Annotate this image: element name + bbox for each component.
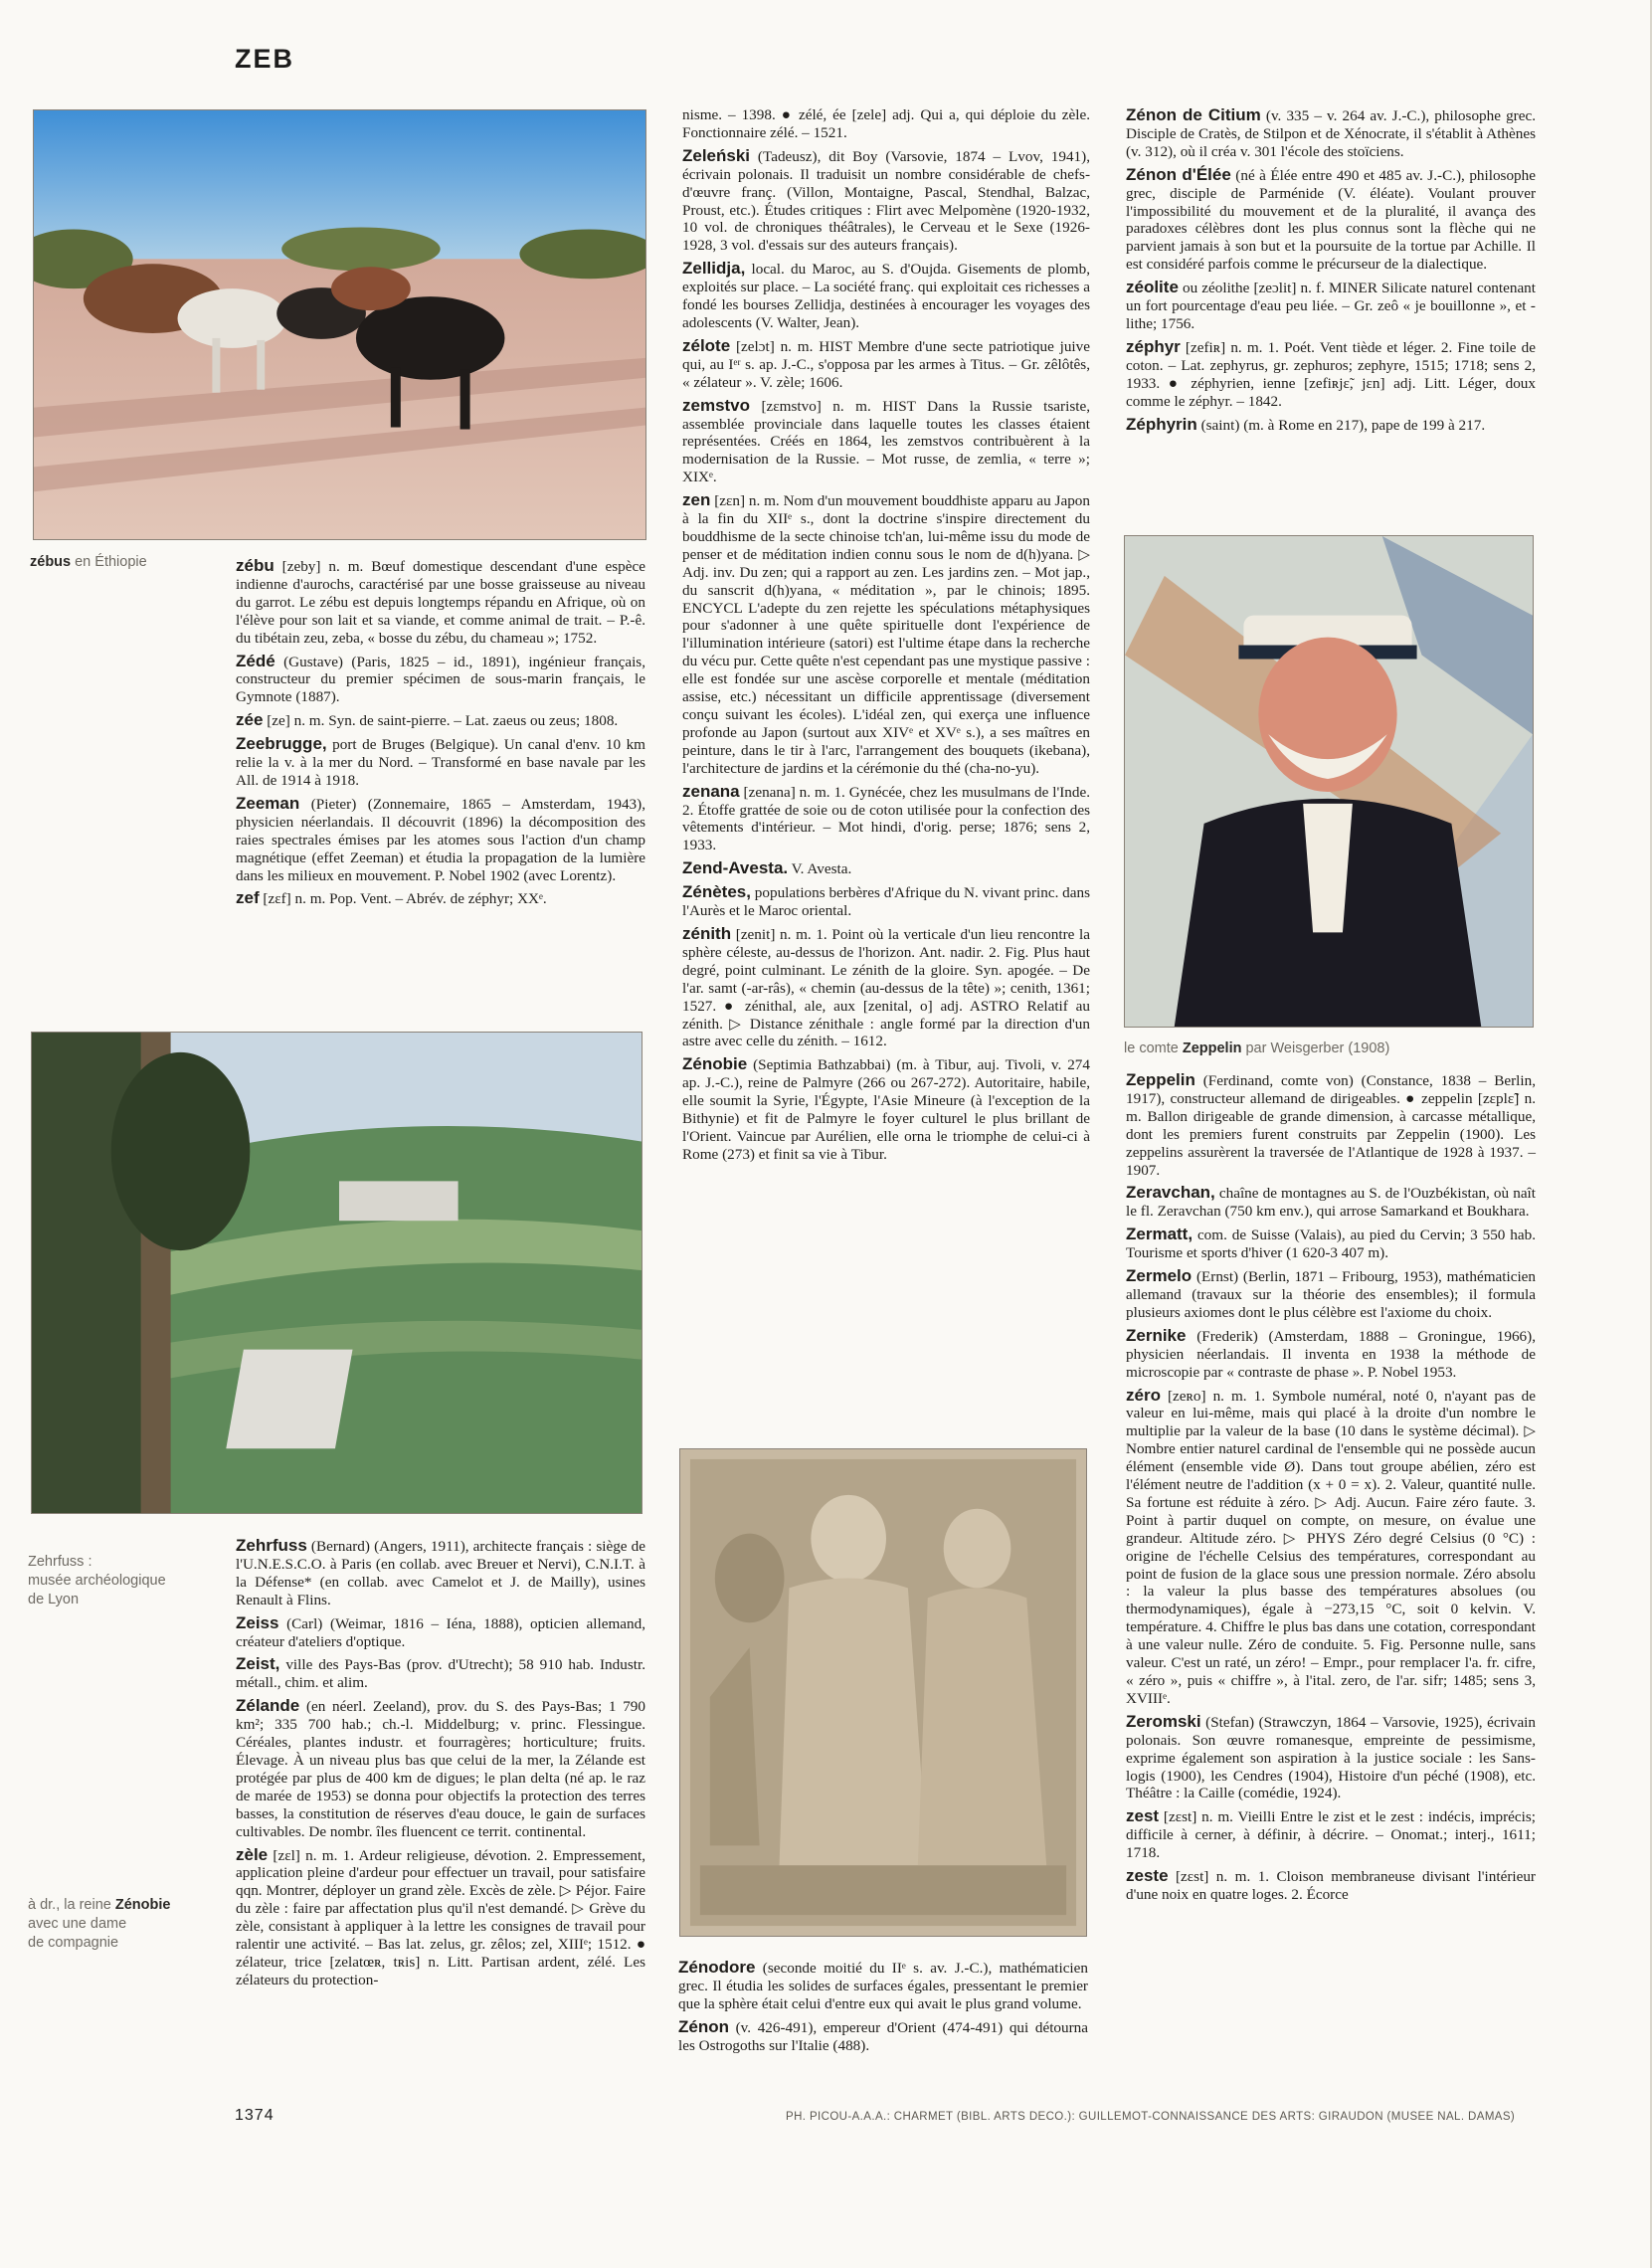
column-2-bottom bbox=[678, 1959, 1088, 2060]
entry-zeist: Zeist, ville des Pays-Bas (prov. d'Utrecht); 58 910 hab. Industr. métall., chim. et alim. bbox=[236, 1654, 645, 1692]
entry-zelenski: Zeleński (Tadeusz), dit Boy (Varsovie, 1874 – Lvov, 1941), écrivain polonais. Il traduisit un nombre considérable de chefs-d'œuvre franç. (Villon, Montaigne, Pascal, Stendhal, Balzac, Proust, etc.). Études critiques : Flirt avec Melpomène (1920-1932, 10 vol. de chroniques théâtrales), le Cerveau et le Sexe (1926-1928, 3 vol. d'essais sur des auteurs français). bbox=[682, 145, 1090, 255]
entry-zermatt: Zermatt, com. de Suisse (Valais), au pied du Cervin; 3 550 hab. Tourisme et sports d'hiver (1 620-3 407 m). bbox=[1126, 1225, 1536, 1262]
zeppelin-painting-photo bbox=[1124, 535, 1534, 1028]
entry-zeppelin: Zeppelin (Ferdinand, comte von) (Constance, 1838 – Berlin, 1917), constructeur allemand de dirigeables. ● zeppelin [zɛplɛ̃] n. m. Ballon dirigeable de grande dimension, à carcasse métallique, dont les premiers furent construits par Zeppelin (1900). Les zeppelins assurèrent la traversée de l'Atlantique de 1928 à 1937. – 1907. bbox=[1126, 1070, 1536, 1179]
entry-zemstvo: zemstvo [zɛmstvo] n. m. HIST Dans la Russie tsariste, assemblée provinciale dans laquelle toutes les classes étaient représentées. Créés en 1864, les zemstvos contribuèrent à la modernisation de la Russie. – Mot russe, de zemlia, « terre »; XIXᵉ. bbox=[682, 395, 1090, 486]
page-number: 1374 bbox=[235, 2107, 275, 2124]
column-3-top bbox=[1126, 106, 1536, 439]
entry-zellidja: Zellidja, local. du Maroc, au S. d'Oujda. Gisements de plomb, exploités sur place. – La société franç. qui exploitait ces richesses a fondé les bourses Zellidja, destinées à encourager les voyages des adolescents (V. Walter, Jean). bbox=[682, 259, 1090, 331]
entry-zenana: zenana [zenana] n. m. 1. Gynécée, chez les musulmans de l'Inde. 2. Étoffe grattée de soie ou de coton utilisée pour la confection des vêtements d'intérieur. – Mot hindi, d'orig. perse; 1876; sens 2, 1933. bbox=[682, 781, 1090, 854]
running-head: ZEB bbox=[235, 44, 294, 74]
entry-zenobie: Zénobie (Septimia Bathzabbai) (m. à Tibur, auj. Tivoli, v. 274 ap. J.-C.), reine de Palmyre (266 ou 267-272). Autoritaire, habile, elle soumit la Syrie, l'Égypte, l'Asie Mineure (à l'exception de la Bithynie) et fit de Palmyre le foyer culturel le plus brillant de l'Orient. Vaincue par Aurélien, elle orna le triomphe de celui-ci à Rome (273) et finit sa vie à Tibur. bbox=[682, 1054, 1090, 1163]
entry-zenon-de-citium: Zénon de Citium (v. 335 – v. 264 av. J.-C.), philosophe grec. Disciple de Cratès, de Stilpon et de Xénocrate, il s'établit à Athènes (v. 312), où il créa v. 301 l'école des stoïciens. bbox=[1126, 105, 1536, 160]
entry-zeromski: Zeromski (Stefan) (Strawczyn, 1864 – Varsovie, 1925), écrivain polonais. Son œuvre romanesque, empreinte de pessimisme, exprime également son aspiration à la justice sociale : les Sans-logis (1900), les Cendres (1904), Histoire d'un péché (1908), etc. Théâtre : la Caille (comédie, 1924). bbox=[1126, 1711, 1536, 1802]
entry-zeste: zeste [zɛst] n. m. 1. Cloison membraneuse divisant l'intérieur d'une noix en quatre loges. 2. Écorce bbox=[1126, 1866, 1536, 1903]
entry-zeravchan: Zeravchan, chaîne de montagnes au S. de l'Ouzbékistan, où naît le fl. Zeravchan (750 km env.), qui arrose Samarkand et Boukhara. bbox=[1126, 1183, 1536, 1221]
zehrfuss-museum-photo bbox=[31, 1032, 642, 1514]
entry-zephyr: zéphyr [zefiʀ] n. m. 1. Poét. Vent tiède et léger. 2. Fine toile de coton. – Lat. zephyrus, gr. zephuros; zephyre, 1515; 1718; sens 2, 1933. ● zéphyrien, ienne [zefiʀjɛ̃, jɛn] adj. Litt. Léger, doux comme le zéphyr. – 1842. bbox=[1126, 336, 1536, 410]
column-2-top bbox=[682, 106, 1090, 1169]
column-1-top bbox=[236, 557, 645, 913]
entry-zenith: zénith [zenit] n. m. 1. Point où la verticale d'un lieu rencontre la sphère céleste, au-dessus de l'horizon. Ant. nadir. 2. Fig. Plus haut degré, point culminant. Le zénith de la gloire. Syn. apogée. – De l'ar. samt (-ar-râs), « chemin (au-dessus de la tête) »; cenith, 1361; 1527. ● zénithal, ale, aux [zenital, o] adj. ASTRO Relatif au zénith. ▷ Distance zénithale : angle formé par la direction d'un astre avec celle du zénith. – 1612. bbox=[682, 923, 1090, 1050]
entry-zenon-d-elee: Zénon d'Élée (né à Élée entre 490 et 485 av. J.-C.), philosophe grec, disciple de Parménide (V. éléate). Voulant prouver l'impossibilité du mouvement et de la pluralité, il avança des paradoxes célèbres dont les plus connus sont la flèche qui ne parvient jamais à son but et la poursuite de la tortue par Achille. Il est considéré parfois comme le précurseur de la dialectique. bbox=[1126, 164, 1536, 274]
entry-zelote: zélote [zelɔt] n. m. HIST Membre d'une secte patriotique juive qui, au Iᵉʳ s. ap. J.-C., s'opposa par les armes à Titus. – Gr. zêlôtês, « zélateur ». V. zèle; 1606. bbox=[682, 335, 1090, 391]
entry-zest: zest [zɛst] n. m. Vieilli Entre le zist et le zest : indécis, imprécis; difficile à cerner, à définir, à décrire. – Onomat.; interj., 1611; 1718. bbox=[1126, 1806, 1536, 1862]
entry-zeebrugge: Zeebrugge, port de Bruges (Belgique). Un canal d'env. 10 km relie la v. à la mer du Nord. – Transformé en base navale par les All. de 1914 à 1918. bbox=[236, 734, 645, 789]
entry-zermelo: Zermelo (Ernst) (Berlin, 1871 – Fribourg, 1953), mathématicien allemand (travaux sur la théorie des ensembles); il formula plusieurs axiomes dont le plus célèbre est l'axiome du choix. bbox=[1126, 1266, 1536, 1321]
zehrfuss-caption: Zehrfuss : musée archéologique de Lyon bbox=[28, 1554, 166, 1607]
museum-image bbox=[32, 1033, 642, 1513]
painting-image bbox=[1125, 536, 1533, 1027]
entry-zenon: Zénon (v. 426-491), empereur d'Orient (474-491) qui détourna les Ostrogoths sur l'Italie (488). bbox=[678, 2016, 1088, 2054]
entry-zenetes: Zénètes, populations berbères d'Afrique du N. vivant princ. dans l'Aurès et le Maroc oriental. bbox=[682, 882, 1090, 920]
zeppelin-caption: le comte Zeppelin par Weisgerber (1908) bbox=[1124, 1040, 1390, 1056]
entry-zele: zèle [zɛl] n. m. 1. Ardeur religieuse, dévotion. 2. Empressement, application pleine d'ardeur pour effectuer un travail, pour satisfaire qqn. Montrer, déployer un grand zèle. Excès de zèle. ▷ Péjor. Faire du zèle : faire par affectation plus qu'il n'est demandé. ▷ Grève du zèle, consistant à appliquer à la lettre les consignes de travail pour ralentir une activité. – Bas lat. zelus, gr. zêlos; zel, XIIIᵉ; 1512. ● zélateur, trice [zelatœʀ, tʀis] n. Litt. Partisan ardent, zélé. Les zélateurs du protection- bbox=[236, 1844, 645, 1988]
entry-zeolite: zéolite ou zéolithe [zeɔlit] n. f. MINER Silicate naturel contenant un fort pourcentage d'eau peu liée. – Gr. zeô « je bouillonne », et -lithe; 1756. bbox=[1126, 278, 1536, 332]
entry-zeeman: Zeeman (Pieter) (Zonnemaire, 1865 – Amsterdam, 1943), physicien néerlandais. Il découvrit (1896) la décomposition des raies spectrales émises par les atomes sous l'action d'un champ magnétique (effet Zeeman) et étudia la propagation de la lumière dans les milieux en mouvement. P. Nobel 1902 (avec Lorentz). bbox=[236, 793, 645, 884]
relief-image bbox=[680, 1449, 1086, 1936]
entry-zef: zef [zɛf] n. m. Pop. Vent. – Abrév. de zéphyr; XXᵉ. bbox=[236, 888, 547, 908]
entry-zede: Zédé (Gustave) (Paris, 1825 – id., 1891), ingénieur français, constructeur du premier spécimen de sous-marin français, le Gymnote (1887). bbox=[236, 651, 645, 706]
entry-zee: zée [ze] n. m. Syn. de saint-pierre. – Lat. zaeus ou zeus; 1808. bbox=[236, 710, 619, 730]
entry-zernike: Zernike (Frederik) (Amsterdam, 1888 – Groningue, 1966), physicien néerlandais. Il inventa en 1938 la méthode de microscopie par « contraste de phase ». P. Nobel 1953. bbox=[1126, 1325, 1536, 1381]
zenobie-caption: à dr., la reine Zénobie avec une dame de compagnie bbox=[28, 1897, 171, 1951]
photo-credits: PH. PICOU-A.A.A.: CHARMET (BIBL. ARTS DECO.): GUILLEMOT-CONNAISSANCE DES ARTS: GIRAUDON (MUSEE NAL. DAMAS) bbox=[786, 2111, 1516, 2123]
zebus-image bbox=[34, 110, 645, 539]
entry-zebu: zébu [zeby] n. m. Bœuf domestique descendant d'une espèce indienne d'aurochs, caractérisé par une bosse graisseuse au niveau du garrot. Le zébu est depuis longtemps répandu en Afrique, où on l'élève pour son lait et sa viande, et comme animal de trait. – P.-ê. du tibétain zeu, zeba, « bosse du zébu, du chameau »; 1752. bbox=[236, 556, 645, 647]
column-3-bottom bbox=[1126, 1071, 1536, 1909]
zenobie-relief-photo bbox=[679, 1448, 1087, 1937]
entry-zelande: Zélande (en néerl. Zeeland), prov. du S. des Pays-Bas; 1 790 km²; 335 700 hab.; ch.-l. Middelburg; v. princ. Flessingue. Céréales, plantes industr. et fourragères; horticulture; fruits. Élevage. À un niveau plus bas que celui de la mer, la Zélande est protégée par plus de 400 km de digues; le plan delta (né ap. le raz de marée de 1953) se donna pour objectifs la protection des terres basses, la constitution de réserves d'eau douce, le gain de surfaces cultivables. De nombr. îles fluencent ce territ. continental. bbox=[236, 1696, 645, 1840]
column-1-bottom bbox=[236, 1537, 645, 1994]
entry-zephyrin: Zéphyrin (saint) (m. à Rome en 217), pape de 199 à 217. bbox=[1126, 414, 1486, 434]
zebus-photo bbox=[33, 109, 646, 540]
entry-zend-avesta: Zend-Avesta. V. Avesta. bbox=[682, 858, 852, 878]
entry-zeiss: Zeiss (Carl) (Weimar, 1816 – Iéna, 1888), opticien allemand, créateur d'ateliers d'optique. bbox=[236, 1612, 645, 1650]
entry-zehrfuss: Zehrfuss (Bernard) (Angers, 1911), architecte français : siège de l'U.N.E.S.C.O. à Paris (en collab. avec Breuer et Nervi), C.N.I.T. à la Défense* (en collab. avec Camelot et J. de Mailly), usines Renault à Flins. bbox=[236, 1536, 645, 1608]
zebus-caption: zébus en Éthiopie bbox=[30, 554, 147, 570]
entry-zero: zéro [zeʀo] n. m. 1. Symbole numéral, noté 0, n'ayant pas de valeur en lui-même, mais qui placé à la droite d'un nombre le multiplie par la valeur de la base (10 dans le système décimal). ▷ Nombre entier naturel cardinal de l'ensemble qui ne possède aucun élément (ensemble vide Ø). Dans tout groupe abélien, zéro est l'élément neutre de l'addition (x + 0 = x). 2. Valeur, quantité nulle. Sa fortune est réduite à zéro. ▷ Adj. Aucun. Faire zéro faute. 3. Point à partir duquel on compte, on mesure, on évalue une grandeur. Altitude zéro. ▷ PHYS Zéro degré Celsius (0 °C) : origine de l'échelle Celsius des températures, correspondant au point de fusion de la glace sous une pression normale. Zéro absolu : la valeur la plus basse des températures absolues (ou thermodynamiques), égale à −273,15 °C, soit 0 kelvin. V. température. 4. Chiffre le plus bas dans une cotation, correspondant à une valeur nulle. Zéro de conduite. 5. Fig. Personne nulle, sans valeur. C'est un raté, un zéro! – Empr., pour remplacer l'a. fr. cifre, « zéro », puis « chiffre », à l'ital. zero, de l'ar. sifr; 1485; sens 3, XVIIIᵉ. bbox=[1126, 1385, 1536, 1707]
entry-zen: zen [zɛn] n. m. Nom d'un mouvement bouddhiste apparu au Japon à la fin du XIIᵉ s., dont la doctrine s'inspire directement du bouddhisme de la secte chinoise tch'an, lui-même issu du mode de penser et de méditation indien connu sous le nom de d(h)yana. ▷ Adj. inv. Du zen; qui a rapport au zen. Les jardins zen. – Mot jap., du sanscrit d(h)yana, « méditation », par le chinois; 1895. ENCYCL L'adepte du zen rejette les spéculations métaphysiques pour s'adonner à une quête spirituelle dont l'expérience de l'illumination intérieure (satori) est l'ultime étape dans la recherche du vécu pur. Cette quête n'est cependant pas une mystique passive : elle est fondée sur une ascèse corporelle et mentale (méditation assise, etc.) nécessitant un difficile apprentissage (diversement conçu suivant les écoles). L'idéal zen, qui exerça une influence profonde au Japon (surtout aux XIVᵉ et XVᵉ s.), a ses maîtres en peinture, dans le tir à l'arc, l'arrangement des bouquets (ikebana), l'architecture de jardins et la cérémonie du thé (cha-no-yu). bbox=[682, 490, 1090, 777]
entry-zenodore: Zénodore (seconde moitié du IIᵉ s. av. J.-C.), mathématicien grec. Il étudia les solides de surfaces égales, pressentant le premier que la sphère était celui d'entre eux qui avait le plus grand volume. bbox=[678, 1958, 1088, 2012]
entry-zele-cont: nisme. – 1398. ● zélé, ée [zele] adj. Qui a, qui déploie du zèle. Fonctionnaire zélé. – 1521. bbox=[682, 106, 1090, 141]
